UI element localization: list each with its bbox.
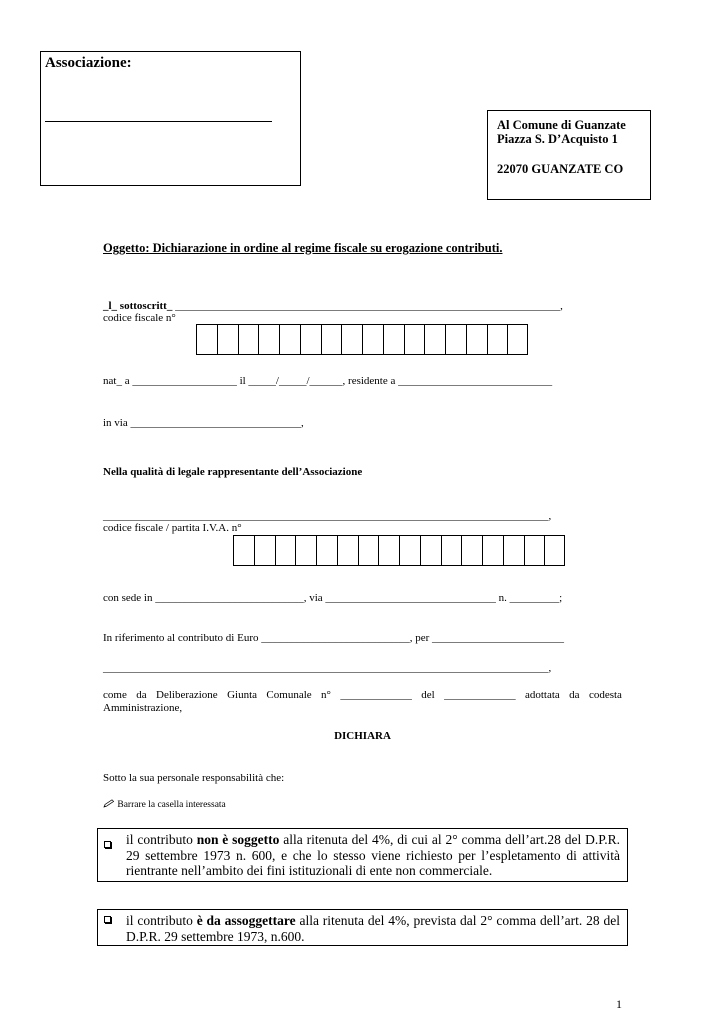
pencil-icon [103, 799, 115, 808]
vat-number-grid[interactable] [233, 535, 565, 566]
legal-representative-label: Nella qualità di legale rappresentante dell’Associazione [103, 466, 363, 478]
tax-code-cell[interactable] [301, 325, 322, 354]
vat-number-cell[interactable] [338, 536, 359, 565]
vat-number-cell[interactable] [504, 536, 525, 565]
deliberation-word: n° [321, 689, 331, 701]
deliberation-word: da [569, 689, 580, 701]
checkbox-not-subject[interactable] [104, 841, 111, 848]
vat-number-cell[interactable] [379, 536, 400, 565]
vat-number-cell[interactable] [421, 536, 442, 565]
tax-code-label: codice fiscale n° [103, 312, 176, 324]
tax-code-cell[interactable] [218, 325, 239, 354]
deliberation-line2: Amministrazione, [103, 702, 183, 714]
seat-address-field[interactable]: con sede in ___________________________, via _______________________________ n. _________; [103, 592, 563, 604]
deliberation-word[interactable]: _____________ [444, 689, 516, 701]
tax-code-cell[interactable] [342, 325, 363, 354]
signer-name-field[interactable]: ______________________________________________________________________, [172, 300, 563, 312]
vat-number-cell[interactable] [525, 536, 546, 565]
deliberation-word: codesta [588, 689, 622, 701]
tax-code-cell[interactable] [197, 325, 218, 354]
option-not-subject-text: il contributo non è soggetto alla ritenuta del 4%, di cui al 2° comma dell’art.28 del D.P.R. 29 settembre 1973 n. 600, e che lo stesso viene richiesto per l’espletamento di attività rientrante nell’ambito dei fini istituzionali di ente non commerciale. [126, 832, 620, 878]
street-field[interactable]: in via _______________________________, [103, 417, 304, 429]
recipient-line2: Piazza S. D’Acquisto 1 [497, 132, 618, 146]
vat-number-cell[interactable] [317, 536, 338, 565]
recipient-box [487, 110, 651, 200]
tax-code-grid[interactable] [196, 324, 528, 355]
association-name-field[interactable] [45, 107, 272, 122]
tax-code-cell[interactable] [239, 325, 260, 354]
option-subject-text: il contributo è da assoggettare alla ritenuta del 4%, prevista dal 2° comma dell’art. 28 del D.P.R. 29 settembre 1973, n.600. [126, 913, 620, 944]
recipient-line3: 22070 GUANZATE CO [497, 162, 624, 176]
tax-code-cell[interactable] [280, 325, 301, 354]
tax-code-cell[interactable] [322, 325, 343, 354]
tax-code-cell[interactable] [425, 325, 446, 354]
deliberation-word: adottata [524, 689, 560, 701]
tax-code-cell[interactable] [259, 325, 280, 354]
association-name-line[interactable]: _________________________________________________________________________________, [103, 510, 552, 522]
contribution-field[interactable]: In riferimento al contributo di Euro ___________________________, per ________________________ [103, 632, 565, 644]
vat-number-cell[interactable] [234, 536, 255, 565]
option-subject-box [97, 909, 628, 946]
vat-number-cell[interactable] [296, 536, 317, 565]
tax-code-cell[interactable] [363, 325, 384, 354]
instruction-row [103, 799, 226, 811]
tax-code-cell[interactable] [405, 325, 426, 354]
instruction-text: Barrare la casella interessata [117, 800, 226, 810]
vat-number-cell[interactable] [276, 536, 297, 565]
association-tax-label: codice fiscale / partita I.V.A. n° [103, 522, 242, 534]
tax-code-cell[interactable] [488, 325, 509, 354]
tax-code-cell[interactable] [384, 325, 405, 354]
tax-code-cell[interactable] [508, 325, 529, 354]
birth-residence-field[interactable]: nat_ a ___________________ il _____/_____/______, residente a ____________________________ [103, 375, 553, 387]
vat-number-cell[interactable] [545, 536, 566, 565]
tax-code-cell[interactable] [467, 325, 488, 354]
association-label: Associazione: [45, 55, 132, 71]
checkbox-subject[interactable] [104, 916, 111, 923]
page-number: 1 [616, 997, 622, 1011]
vat-number-cell[interactable] [442, 536, 463, 565]
vat-number-cell[interactable] [359, 536, 380, 565]
deliberation-word: Comunale [266, 689, 312, 701]
deliberation-word: Giunta [227, 689, 258, 701]
declares-heading: DICHIARA [334, 730, 391, 742]
vat-number-cell[interactable] [400, 536, 421, 565]
subject-line: Oggetto: Dichiarazione in ordine al regime fiscale su erogazione contributi. [103, 241, 503, 255]
tax-code-cell[interactable] [446, 325, 467, 354]
vat-number-cell[interactable] [483, 536, 504, 565]
association-box [40, 51, 301, 186]
responsibility-text: Sotto la sua personale responsabilità che: [103, 772, 285, 784]
option-not-subject-box [97, 828, 628, 882]
deliberation-word: del [421, 689, 435, 701]
deliberation-word[interactable]: _____________ [340, 689, 412, 701]
vat-number-cell[interactable] [255, 536, 276, 565]
recipient-line1: Al Comune di Guanzate [497, 118, 626, 132]
purpose-field[interactable]: _________________________________________________________________________________, [103, 662, 552, 674]
deliberation-word: Deliberazione [156, 689, 218, 701]
deliberation-line [103, 689, 622, 702]
vat-number-cell[interactable] [462, 536, 483, 565]
signer-prefix: _l_ sottoscritt_ [103, 300, 173, 312]
deliberation-word: da [136, 689, 147, 701]
deliberation-word: come [103, 689, 127, 701]
